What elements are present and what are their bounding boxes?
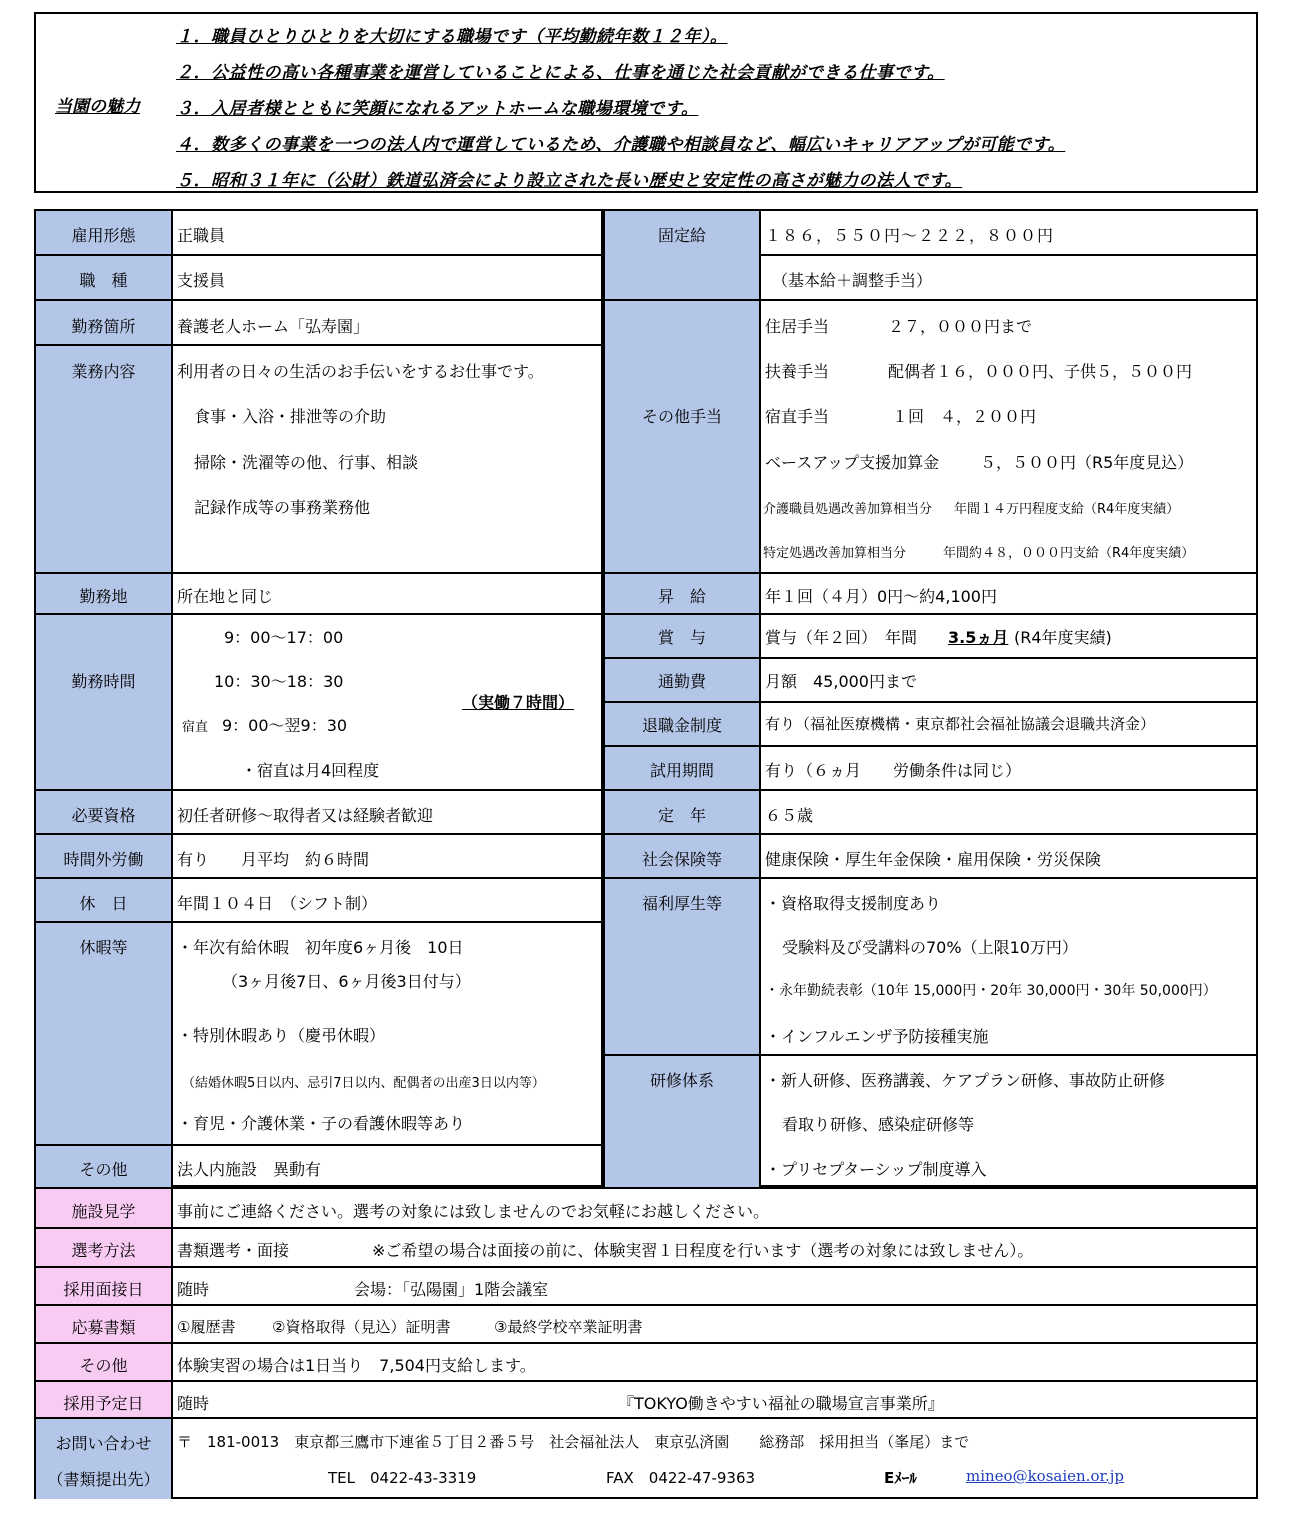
appeal-point-1: １．職員ひとりひとりを大切にする職場です（平均勤続年数１２年）。 [176, 27, 728, 47]
document-2: ②資格取得（見込）証明書 [272, 1318, 451, 1336]
allowance-special-value: 年間約４８，０００円支給（R4年度実績） [943, 546, 1195, 561]
bottom-table [34, 1187, 1258, 1499]
label-employment-type: 雇用形態 [71, 226, 136, 245]
label-interview: 採用面接日 [63, 1280, 144, 1299]
label-workplace: 勤務箇所 [71, 317, 136, 336]
label-visit: 施設見学 [71, 1202, 136, 1221]
value-qualification: 初任者研修～取得者又は経験者歓迎 [177, 806, 434, 825]
label-leave: 休暇等 [79, 938, 128, 957]
label-bonus: 賞 与 [657, 628, 706, 647]
allowance-family-value: 配偶者１６，０００円、子供５，５００円 [888, 362, 1193, 381]
value-bottom-other: 体験実習の場合は1日当り 7,504円支給します。 [177, 1356, 536, 1375]
label-documents: 応募書類 [71, 1318, 136, 1337]
welfare-line-2: 受験料及び受講料の70%（上限10万円） [782, 938, 1078, 957]
selection-note: ※ご希望の場合は面接の前に、体験実習１日程度を行います（選考の対象には致しません）。 [372, 1241, 1034, 1260]
duties-line-3: 掃除・洗濯等の他、行事、相談 [194, 453, 419, 472]
welfare-line-4: ・インフルエンザ予防接種実施 [765, 1027, 989, 1046]
label-qualification: 必要資格 [71, 806, 136, 825]
label-overtime: 時間外労働 [63, 850, 144, 869]
label-retirement-pay: 退職金制度 [641, 716, 722, 735]
leave-line-1: ・年次有給休暇 初年度6ヶ月後 10日 [177, 938, 464, 957]
leave-line-2: （3ヶ月後7日、6ヶ月後3日付与） [222, 972, 471, 991]
allowance-care-value: 年間１４万円程度支給（R4年度実績） [954, 502, 1180, 517]
value-insurance: 健康保険・厚生年金保険・雇用保険・労災保険 [765, 850, 1102, 869]
contact-address: 〒 181-0013 東京都三鷹市下連雀５丁目２番５号 社会福祉法人 東京弘済園 総務部 採用担当（峯尾）まで [177, 1433, 970, 1451]
welfare-line-3: ・永年勤続表彰（10年 15,000円・20年 30,000円・30年 50,000円） [765, 983, 1217, 999]
duties-line-4: 記録作成等の事務業務他 [194, 498, 371, 517]
label-location: 勤務地 [79, 587, 128, 606]
interview-venue: 会場：「弘陽園」1階会議室 [354, 1280, 549, 1299]
training-line-3: ・プリセプターシップ制度導入 [765, 1160, 987, 1179]
value-employment-type: 正職員 [177, 226, 226, 245]
appeal-point-2: ２．公益性の高い各種事業を運営していることによる、仕事を通じた社会貢献ができる仕事です。 [176, 63, 945, 83]
hours-shift-1: 9：00～17：00 [224, 628, 344, 647]
allowance-baseup-name: ベースアップ支援加算金 [765, 453, 940, 472]
value-interview: 随時 [177, 1280, 210, 1299]
appeal-label: 当園の魅力 [55, 97, 140, 117]
label-welfare: 福利厚生等 [641, 894, 722, 913]
allowance-night-value: １回 ４，２００円 [892, 407, 1037, 426]
label-raise: 昇 給 [657, 587, 706, 606]
label-selection: 選考方法 [71, 1241, 136, 1260]
label-bottom-other: その他 [79, 1356, 128, 1375]
left-label-column [36, 211, 171, 1187]
hours-shift-2: 10：30～18：30 [214, 672, 344, 691]
contact-fax: FAX 0422-47-9363 [606, 1469, 756, 1487]
value-commute: 月額 45,000円まで [765, 672, 917, 691]
value-workplace: 養護老人ホーム「弘寿園」 [177, 317, 370, 336]
label-retirement-age: 定 年 [657, 806, 706, 825]
label-commute: 通勤費 [657, 672, 706, 691]
label-insurance: 社会保険等 [641, 850, 722, 869]
allowance-baseup-value: ５，５００円（R5年度見込） [980, 453, 1194, 472]
bonus-amount: 3.5ヵ月 [948, 628, 1009, 647]
contact-email-link[interactable]: mineo@kosaien.or.jp [966, 1467, 1125, 1485]
bonus-suffix: (R4年度実績) [1014, 628, 1112, 647]
label-contact-sub: （書類提出先） [47, 1470, 160, 1489]
value-retirement-age: ６５歳 [765, 806, 814, 825]
value-trial: 有り（６ヵ月 労働条件は同じ） [765, 761, 1022, 780]
label-contact: お問い合わせ [55, 1434, 152, 1453]
hours-night: 9：00～翌9：30 [222, 716, 348, 735]
appeal-box [34, 12, 1258, 193]
welfare-line-1: ・資格取得支援制度あり [765, 894, 942, 913]
leave-line-3: ・特別休暇あり（慶弔休暇） [177, 1026, 386, 1045]
value-visit: 事前にご連絡ください。選考の対象には致しませんのでお気軽にお越しください。 [177, 1202, 770, 1221]
duties-line-2: 食事・入浴・排泄等の介助 [194, 407, 387, 426]
allowance-housing-name: 住居手当 [765, 317, 830, 336]
value-fixed-salary: １８６，５５０円～２２２，８００円 [765, 226, 1055, 245]
right-label-column [603, 211, 759, 1187]
value-retirement-pay: 有り（福祉医療機構・東京都社会福祉協議会退職共済金） [765, 715, 1156, 733]
training-line-2: 看取り研修、感染症研修等 [782, 1115, 975, 1134]
declaration: 『TOKYO働きやすい福祉の職場宣言事業所』 [618, 1394, 944, 1413]
bottom-label-column-pink [36, 1189, 171, 1417]
value-holidays: 年間１０４日 （シフト制） [177, 894, 378, 913]
value-schedule: 随時 [177, 1394, 210, 1413]
contact-tel: TEL 0422-43-3319 [328, 1469, 477, 1487]
appeal-point-3: ３．入居者様とともに笑顔になれるアットホームな職場環境です。 [176, 99, 699, 119]
label-schedule: 採用予定日 [63, 1394, 144, 1413]
label-other: その他 [79, 1160, 128, 1179]
value-location: 所在地と同じ [177, 587, 274, 606]
value-raise: 年１回（４月）0円～約4,100円 [765, 587, 997, 606]
label-allowances: その他手当 [641, 407, 722, 426]
label-trial: 試用期間 [649, 761, 714, 780]
allowance-special-name: 特定処遇改善加算相当分 [763, 546, 907, 561]
hours-actual: （実働７時間） [462, 693, 575, 712]
value-fixed-salary-note: （基本給＋調整手当） [772, 271, 933, 290]
value-overtime: 有り 月平均 約６時間 [177, 850, 370, 869]
label-training: 研修体系 [649, 1071, 714, 1090]
document-3: ③最終学校卒業証明書 [494, 1318, 643, 1336]
document-1: ①履歴書 [177, 1318, 236, 1336]
leave-line-5: ・育児・介護休業・子の看護休暇等あり [177, 1114, 466, 1133]
contact-email-label: Eﾒｰﾙ [884, 1469, 917, 1487]
hours-night-prefix: 宿直 [182, 720, 209, 735]
appeal-point-5: ５．昭和３１年に（公財）鉄道弘済会により設立された長い歴史と安定性の高さが魅力の法人です。 [176, 171, 963, 191]
appeal-point-4: ４．数多くの事業を一つの法人内で運営しているため、介護職や相談員など、幅広いキャリアアップが可能です。 [176, 135, 1066, 155]
main-table [34, 209, 1258, 1187]
allowance-family-name: 扶養手当 [765, 362, 830, 381]
label-fixed-salary: 固定給 [657, 226, 706, 245]
label-holidays: 休 日 [79, 894, 128, 913]
allowance-care-name: 介護職員処遇改善加算相当分 [763, 502, 933, 517]
value-job-type: 支援員 [177, 271, 226, 290]
label-job-type: 職 種 [79, 271, 128, 290]
bonus-prefix: 賞与（年２回） 年間 [765, 628, 918, 647]
hours-note: ・宿直は月4回程度 [241, 761, 380, 780]
label-duties: 業務内容 [71, 362, 136, 381]
value-other: 法人内施設 異動有 [177, 1160, 322, 1179]
training-line-1: ・新人研修、医務講義、ケアプラン研修、事故防止研修 [765, 1071, 1166, 1090]
allowance-housing-value: ２７，０００円まで [888, 317, 1033, 336]
leave-line-4: （結婚休暇5日以内、忌引7日以内、配偶者の出産3日以内等） [182, 1076, 545, 1091]
allowance-night-name: 宿直手当 [765, 407, 830, 426]
value-selection: 書類選考・面接 [177, 1241, 290, 1260]
label-hours: 勤務時間 [71, 672, 136, 691]
duties-line-1: 利用者の日々の生活のお手伝いをするお仕事です。 [177, 362, 544, 381]
